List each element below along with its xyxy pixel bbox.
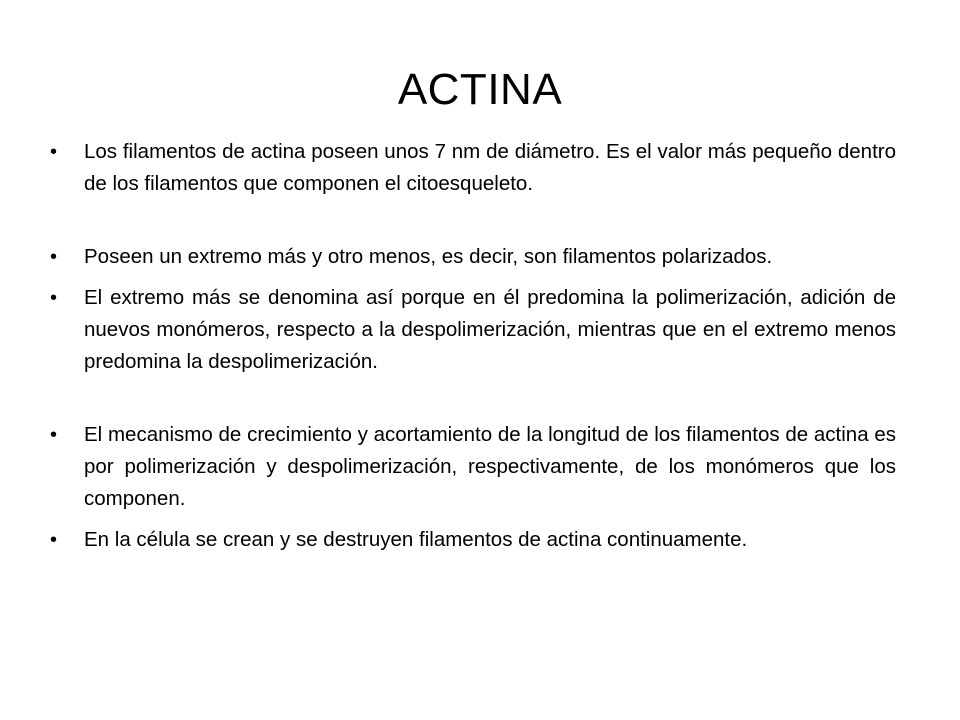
bullet-item <box>48 136 896 200</box>
bullet-text: El mecanismo de crecimiento y acortamiento de la longitud de los filamentos de actina es por polimerización y despolimerización, respectivamente, de los monómeros que los componen. <box>84 423 896 510</box>
bullet-dot-icon: • <box>50 246 58 268</box>
bullet-text: Los filamentos de actina poseen unos 7 nm de diámetro. Es el valor más pequeño dentro de los filamentos que componen el citoesqueleto. <box>84 140 896 195</box>
slide-title: ACTINA <box>397 65 563 114</box>
bullet-dot-icon: • <box>50 529 58 551</box>
bullet-dot-icon: • <box>50 424 58 446</box>
bullet-text: Poseen un extremo más y otro menos, es decir, son filamentos polarizados. <box>84 245 773 268</box>
bullet-item <box>48 282 896 378</box>
bullet-item <box>48 241 896 273</box>
bullet-list <box>48 136 896 556</box>
bullet-item <box>48 524 896 556</box>
bullet-text: En la célula se crean y se destruyen filamentos de actina continuamente. <box>84 528 748 551</box>
bullet-item <box>48 419 896 515</box>
bullet-text: El extremo más se denomina así porque en él predomina la polimerización, adición de nuevos monómeros, respecto a la despolimerización, mientras que en el extremo menos predomina la despolimerización. <box>84 286 896 373</box>
bullet-dot-icon: • <box>50 287 58 309</box>
bullet-dot-icon: • <box>50 141 58 163</box>
